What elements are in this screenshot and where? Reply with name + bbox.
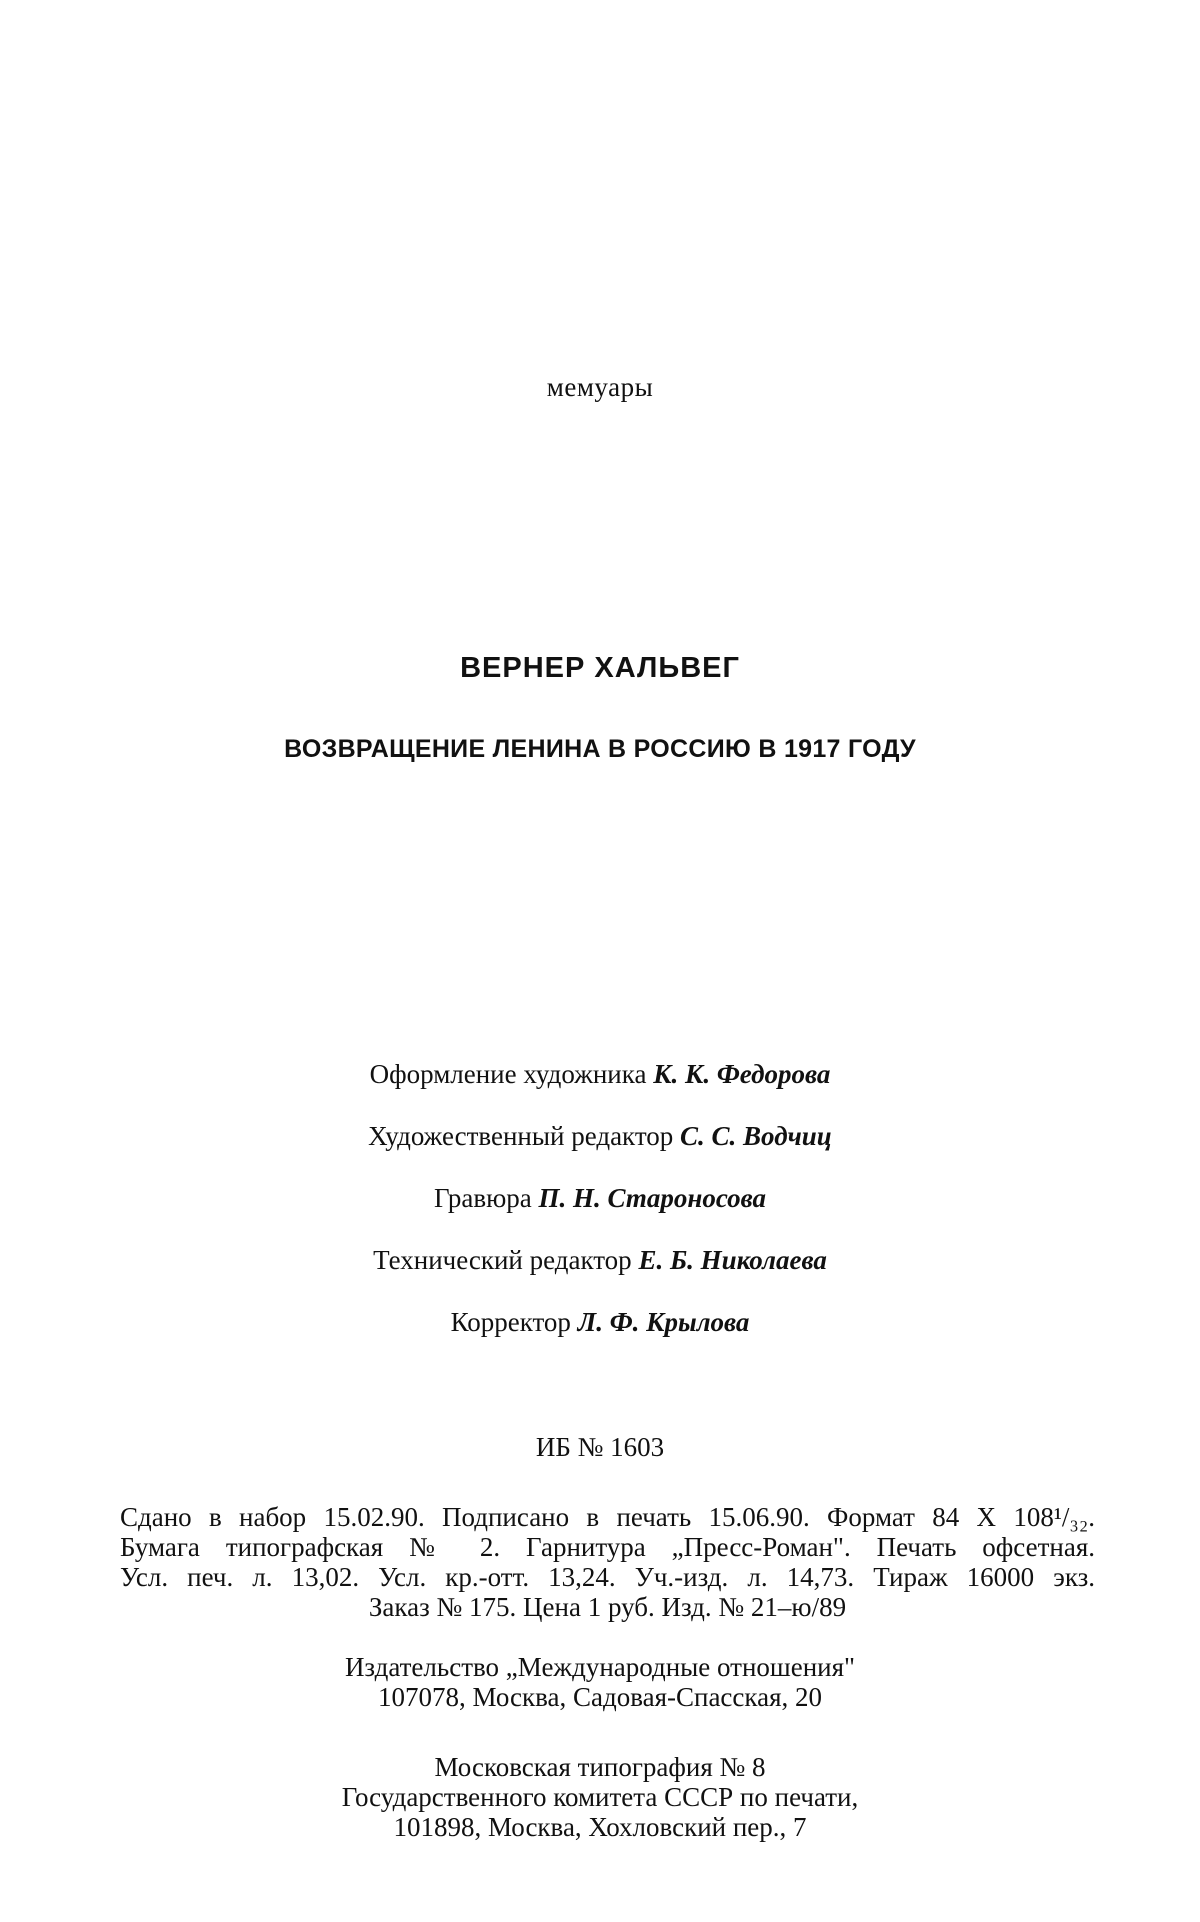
credit-role: Корректор — [450, 1307, 578, 1337]
credit-role: Технический редактор — [373, 1245, 639, 1275]
printer-affiliation: Государственного комитета СССР по печати, — [341, 1782, 859, 1812]
printer-address: 101898, Москва, Хохловский пер., 7 — [393, 1812, 807, 1842]
imprint-line: Заказ № 175. Цена 1 руб. Изд. № 21–ю/89 — [368, 1592, 847, 1622]
credits-list — [0, 1055, 1200, 1365]
book-title: ВОЗВРАЩЕНИЕ ЛЕНИНА В РОССИЮ В 1917 ГОДУ — [284, 735, 916, 763]
publisher-name: Издательство „Международные отношения" — [344, 1652, 856, 1682]
credit-name: Л. Ф. Крылова — [577, 1307, 750, 1337]
credit-name: С. С. Водчиц — [680, 1121, 832, 1151]
printer-block — [0, 1752, 1200, 1842]
credit-name: К. К. Федорова — [653, 1059, 831, 1089]
imprint-line: Усл. печ. л. 13,02. Усл. кр.-отт. 13,24. Уч.-изд. л. 14,73. Тираж 16000 экз. — [120, 1562, 1095, 1592]
credit-line-art-editor — [0, 1117, 1200, 1179]
credit-name: П. Н. Староносова — [538, 1183, 767, 1213]
printer-name: Московская типография № 8 — [434, 1752, 766, 1782]
credit-line-proofreader — [0, 1303, 1200, 1365]
credit-role: Художественный редактор — [368, 1121, 681, 1151]
imprint-line: Бумага типографская № 2. Гарнитура „Пресс-Роман". Печать офсетная. — [120, 1532, 1095, 1562]
credit-role: Оформление художника — [369, 1059, 654, 1089]
credit-line-technical-editor — [0, 1241, 1200, 1303]
publisher-address: 107078, Москва, Садовая-Спасская, 20 — [377, 1682, 823, 1712]
imprint-line: Сдано в набор 15.02.90. Подписано в печать 15.06.90. Формат 84 Х 108¹/₃₂. — [120, 1502, 1095, 1532]
credit-line-engraving — [0, 1179, 1200, 1241]
imprint-block — [120, 1502, 1095, 1622]
ib-number: ИБ № 1603 — [535, 1432, 665, 1462]
series-label: мемуары — [546, 372, 654, 402]
credit-line-design — [0, 1055, 1200, 1117]
credit-role: Гравюра — [433, 1183, 539, 1213]
publisher-block — [0, 1652, 1200, 1712]
author-name: ВЕРНЕР ХАЛЬВЕГ — [460, 652, 740, 684]
credit-name: Е. Б. Николаева — [638, 1245, 827, 1275]
